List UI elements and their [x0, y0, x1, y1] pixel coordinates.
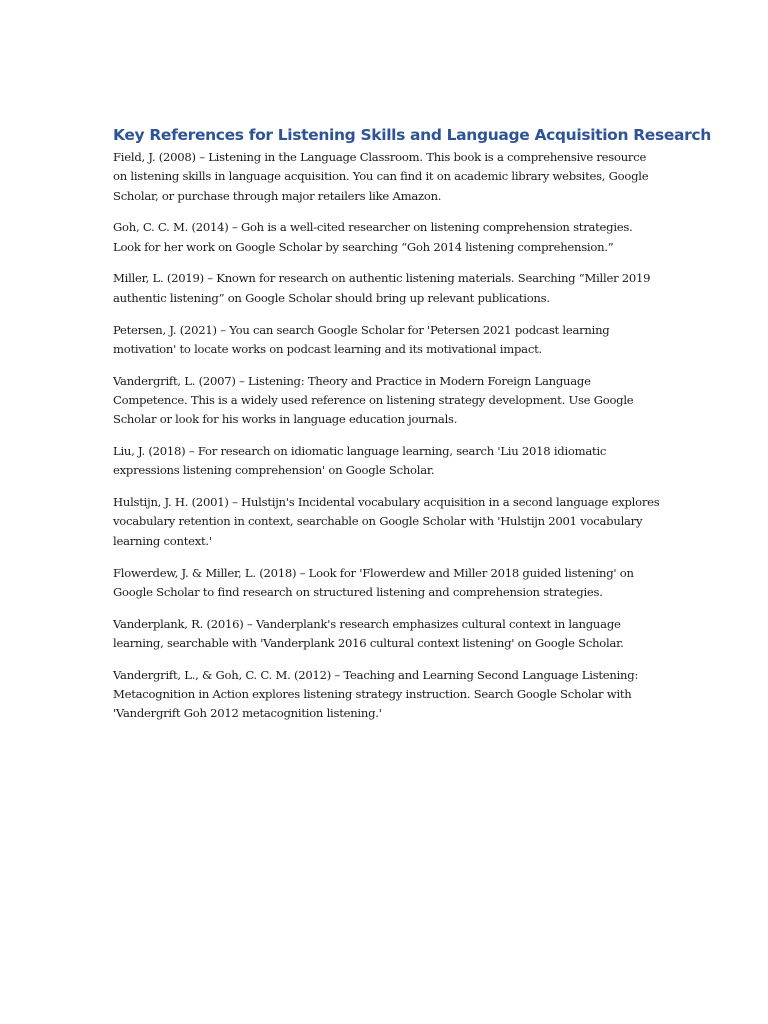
reference-item: Hulstijn, J. H. (2001) – Hulstijn's Incidental vocabulary acquisition in a second language explores vocabulary retention in context, searchable on Google Scholar with 'Hulstijn 2001 vocabulary learning context.'	[113, 495, 660, 548]
reference-item: Flowerdew, J. & Miller, L. (2018) – Look for 'Flowerdew and Miller 2018 guided listening' on Google Scholar to find research on structured listening and comprehension strategies.	[113, 565, 634, 599]
reference-item: Miller, L. (2019) – Known for research on authentic listening materials. Searching “Miller 2019 authentic listening” on Google Scholar should bring up relevant publications.	[113, 271, 651, 305]
reference-item: Field, J. (2008) – Listening in the Language Classroom. This book is a comprehensive resource on listening skills in language acquisition. You can find it on academic library websites, Google Scholar, or purchase through major retailers like Amazon.	[113, 150, 649, 203]
reference-item: Vanderplank, R. (2016) – Vanderplank's research emphasizes cultural context in language learning, searchable with 'Vanderplank 2016 cultural context listening' on Google Scholar.	[113, 616, 624, 650]
reference-item: Goh, C. C. M. (2014) – Goh is a well-cited researcher on listening comprehension strategies. Look for her work on Google Scholar by searching “Goh 2014 listening comprehension.”	[113, 220, 633, 254]
document-title: Key References for Listening Skills and Language Acquisition Research	[113, 126, 711, 144]
document-page	[113, 124, 711, 736]
reference-item: Vandergrift, L. (2007) – Listening: Theory and Practice in Modern Foreign Language Competence. This is a widely used reference on listening strategy development. Use Google Scholar or look for his works in language education journals.	[113, 373, 634, 427]
reference-item: Petersen, J. (2021) – You can search Google Scholar for 'Petersen 2021 podcast learning motivation' to locate works on podcast learning and its motivational impact.	[113, 322, 610, 356]
reference-list	[113, 148, 661, 724]
reference-item: Liu, J. (2018) – For research on idiomatic language learning, search 'Liu 2018 idiomatic expressions listening comprehension' on Google Scholar.	[113, 444, 607, 478]
reference-item: Vandergrift, L., & Goh, C. C. M. (2012) – Teaching and Learning Second Language Listening: Metacognition in Action explores listening strategy instruction. Search Google Scholar with 'Vandergrift Goh 2012 metacognition listening.'	[113, 667, 639, 721]
